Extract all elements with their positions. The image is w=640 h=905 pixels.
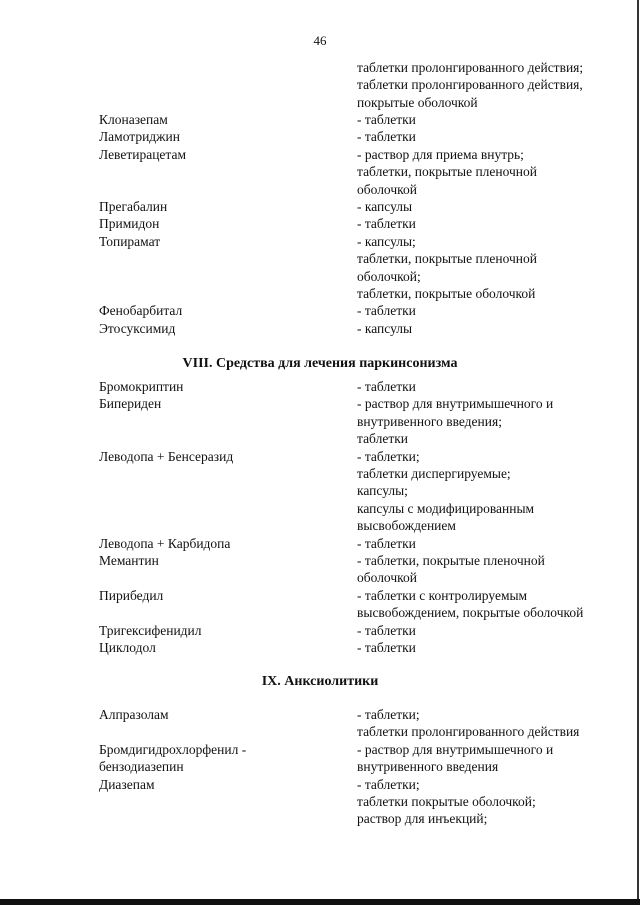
drug-row: [0, 448, 640, 535]
drug-name: Алпразолам: [99, 707, 169, 722]
drug-name: Циклодол: [99, 640, 156, 656]
drug-forms: - таблетки: [357, 112, 416, 127]
drug-name: Леветирацетам: [99, 146, 187, 162]
drug-row: [0, 639, 640, 656]
drug-name: Пирибедил: [99, 587, 164, 603]
drug-row: [0, 395, 640, 447]
drug-row: [0, 233, 640, 303]
drug-row: [0, 215, 640, 232]
drug-forms: - капсулы: [357, 199, 413, 215]
drug-row: [0, 552, 640, 587]
section-heading-parkinsonism: VIII. Средства для лечения паркинсонизма: [182, 356, 458, 371]
drug-name: Мемантин: [99, 553, 159, 569]
drug-forms: - раствор для внутримышечного и внутривенного введения: [357, 741, 554, 775]
drug-name: Бипериден: [99, 396, 162, 412]
drug-name: Бромокриптин: [99, 379, 184, 394]
drug-row: [0, 198, 640, 215]
drug-forms: - таблетки: [357, 129, 416, 145]
drug-row: [0, 622, 640, 639]
drug-row: [0, 302, 640, 319]
drug-list-anxiolytics: [0, 706, 640, 828]
drug-name: Топирамат: [99, 233, 161, 249]
drug-forms: - таблетки: [357, 622, 416, 638]
drug-row: [0, 776, 640, 828]
drug-forms: таблетки пролонгированного действия; таблетки пролонгированного действия, покрытые оболочкой: [357, 60, 584, 110]
drug-name: Бромдигидрохлорфенил - бензодиазепин: [99, 741, 247, 775]
drug-list-parkinsonism: [0, 378, 640, 657]
drug-forms: - капсулы: [357, 320, 413, 336]
drug-forms: - таблетки: [357, 640, 416, 656]
drug-forms: - раствор для приема внутрь; таблетки, покрытые пленочной оболочкой: [357, 146, 538, 197]
drug-row: [0, 535, 640, 552]
drug-name: Леводопа + Бенсеразид: [99, 448, 234, 464]
drug-name: Фенобарбитал: [99, 303, 183, 319]
drug-name: Этосуксимид: [99, 320, 176, 336]
drug-row: [0, 111, 640, 128]
drug-forms: - таблетки: [357, 379, 416, 394]
drug-forms: - таблетки; таблетки покрытые оболочкой; раствор для инъекций;: [357, 776, 536, 827]
drug-forms: - таблетки, покрытые пленочной оболочкой: [357, 553, 545, 586]
drug-forms: - таблетки: [357, 535, 416, 551]
drug-row: [0, 146, 640, 198]
drug-row: [0, 378, 640, 395]
drug-row: [0, 741, 640, 776]
drug-row: [0, 706, 640, 741]
drug-forms: - таблетки; таблетки пролонгированного действия: [357, 707, 580, 740]
drug-list-anticonvulsants: [0, 59, 640, 337]
drug-forms: - раствор для внутримышечного и внутривенного введения; таблетки: [357, 396, 554, 447]
drug-forms: - капсулы; таблетки, покрытые пленочной оболочкой; таблетки, покрытые оболочкой: [357, 233, 538, 302]
drug-forms: - таблетки: [357, 216, 416, 232]
drug-name: Диазепам: [99, 776, 155, 792]
drug-forms: - таблетки: [357, 303, 416, 319]
scan-edge-bottom: [0, 899, 640, 905]
section-heading-anxiolytics: IX. Анксиолитики: [261, 674, 379, 689]
drug-row: [0, 59, 640, 111]
drug-name: Примидон: [99, 216, 160, 232]
drug-row: [0, 128, 640, 145]
drug-forms: - таблетки; таблетки диспергируемые; капсулы; капсулы с модифицированным высвобождением: [357, 448, 535, 534]
drug-name: Тригексифенидил: [99, 622, 202, 638]
drug-row: [0, 320, 640, 337]
drug-name: Прегабалин: [99, 199, 168, 215]
drug-name: Ламотриджин: [99, 129, 180, 145]
drug-forms: - таблетки с контролируемым высвобождением, покрытые оболочкой: [357, 587, 584, 621]
drug-name: Леводопа + Карбидопа: [99, 535, 231, 551]
page-number: 46: [313, 33, 327, 48]
scan-edge-right: [637, 0, 639, 905]
drug-row: [0, 587, 640, 622]
drug-name: Клоназепам: [99, 112, 168, 127]
